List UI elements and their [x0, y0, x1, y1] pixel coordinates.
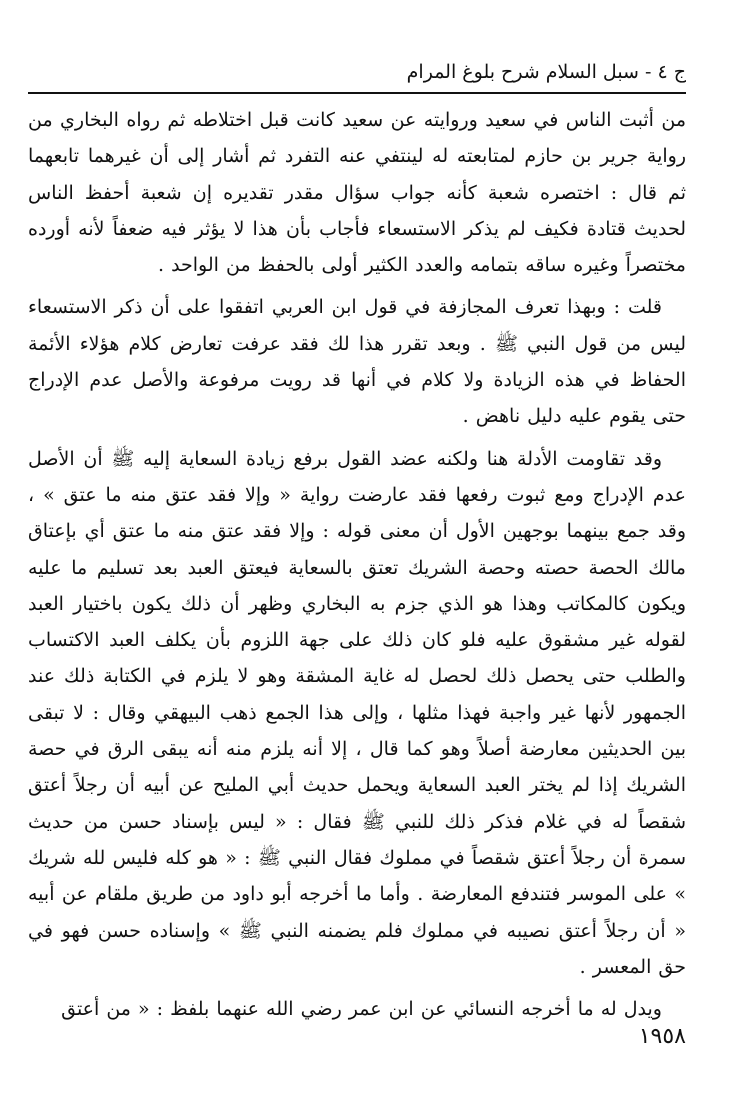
body-text: [28, 102, 686, 1033]
book-page: [28, 50, 686, 1090]
running-header: ج ٤ - سبل السلام شرح بلوغ المرام: [406, 61, 686, 83]
paragraph-qult: قلت : وبهذا تعرف المجازفة في قول ابن العربي اتفقوا على أن ذكر الاستسعاء ليس من قول النبي ﷺ . وبعد تقرر هذا لك فقد عرفت تعارض كلام هؤلاء الأئمة الحفاظ في هذه الزيادة ولا كلام في أنها قد رويت مرفوعة والأصل عدم الإدراج حتى يقوم عليه دليل ناهض .: [28, 296, 686, 428]
paragraph-continuation: من أثبت الناس في سعيد وروايته عن سعيد كانت قبل اختلاطه ثم رواه البخاري من رواية جرير بن حازم لمتابعته له لينتفي عنه التفرد ثم أشار إلى أن غيرهما تابعهما ثم قال : اختصره شعبة كأنه جواب سؤال مقدر تقديره إن شعبة أحفظ الناس لحديث قتادة فكيف لم يذكر الاستسعاء فأجاب بأن هذا لا يؤثر فيه ضعفاً لأنه أورده مختصراً وغيره ساقه بتمامه والعدد الكثير أولى بالحفظ من الواحد .: [28, 109, 686, 277]
paragraph-adilla: وقد تقاومت الأدلة هنا ولكنه عضد القول برفع زيادة السعاية إليه ﷺ أن الأصل عدم الإدراج ومع ثبوت رفعها فقد عارضت رواية « وإلا فقد عتق منه ما عتق » ، وقد جمع بينهما بوجهين الأول أن معنى قوله : وإلا فقد عتق منه ما عتق أي بإعتاق مالك الحصة حصته وحصة الشريك تعتق بالسعاية فيعتق العبد بعد تسليم ما عليه ويكون كالمكاتب وهذا هو الذي جزم به البخاري وظهر أن ذلك يكون باختيار العبد لقوله غير مشقوق عليه فلو كان ذلك على جهة اللزوم بأن يكلف العبد الاكتساب والطلب حتى يحصل ذلك لحصل له غاية المشقة وهو لا يلزم في الكتابة ذلك عند الجمهور لأنها غير واجبة فهذا مثلها ، وإلى هذا الجمع ذهب البيهقي وقال : لا تبقى بين الحديثين معارضة أصلاً وهو كما قال ، إلا أنه يلزم منه أنه يبقى الرق في حصة الشريك إذا لم يختر العبد السعاية ويحمل حديث أبي المليح عن أبيه أن رجلاً أعتق شقصاً له في غلام فذكر ذلك للنبي ﷺ فقال : « ليس بإسناد حسن من حديث سمرة أن رجلاً أعتق شقصاً في مملوك فقال النبي ﷺ : « هو كله فليس لله شريك » على الموسر فتندفع المعارضة . وأما ما أخرجه أبو داود من طريق ملقام عن أبيه « أن رجلاً أعتق نصيبه في مملوك فلم يضمنه النبي ﷺ » وإسناده حسن فهو في حق المعسر .: [28, 447, 686, 978]
page-number: ١٩٥٨: [638, 1024, 686, 1049]
paragraph-nasai: ويدل له ما أخرجه النسائي عن ابن عمر رضي الله عنهما بلفظ : « من أعتق: [61, 998, 662, 1021]
header-divider: [28, 92, 686, 94]
